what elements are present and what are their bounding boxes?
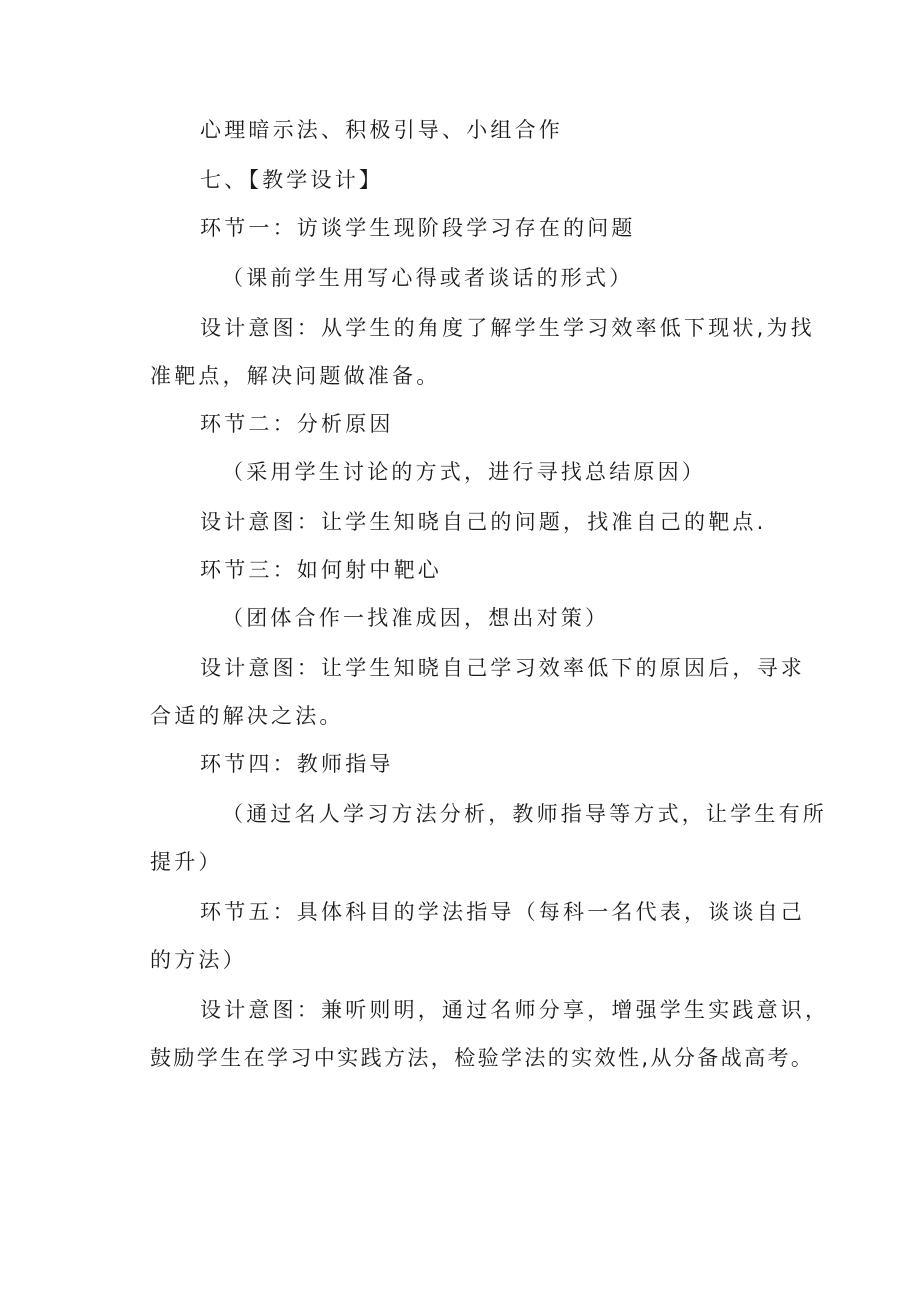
method-line: 心理暗示法、积极引导、小组合作 [200,118,563,142]
step-one-intent-cont: 准靶点，解决问题做准备。 [150,364,441,388]
step-one-title: 环节一：访谈学生现阶段学习存在的问题 [200,216,636,240]
step-five-intent-cont: 鼓励学生在学习中实践方法，检验学法的实效性,从分备战高考。 [150,1046,815,1070]
step-five-title: 环节五：具体科目的学法指导（每科一名代表，谈谈自己 [200,900,805,924]
step-two-note: （采用学生讨论的方式，进行寻找总结原因） [222,460,706,484]
step-two-intent: 设计意图：让学生知晓自己的问题，找准自己的靶点. [200,510,767,534]
step-three-intent-cont: 合适的解决之法。 [150,704,344,728]
step-three-title: 环节三：如何射中靶心 [200,558,442,582]
step-four-title: 环节四：教师指导 [200,752,394,776]
step-one-intent: 设计意图：从学生的角度了解学生学习效率低下现状,为找 [200,316,815,340]
step-one-note: （课前学生用写心得或者谈话的形式） [222,266,634,290]
step-five-title-cont: 的方法） [150,948,247,972]
step-four-note-cont: 提升） [150,850,223,874]
step-two-title: 环节二：分析原因 [200,412,394,436]
step-four-note: （通过名人学习方法分析，教师指导等方式，让学生有所 [222,802,827,826]
step-three-intent: 设计意图：让学生知晓自己学习效率低下的原因后，寻求 [200,656,805,680]
section-heading: 七、【教学设计】 [200,168,384,192]
step-three-note: （团体合作一找准成因，想出对策） [222,606,610,630]
step-five-intent: 设计意图：兼听则明，通过名师分享，增强学生实践意识， [200,998,830,1022]
